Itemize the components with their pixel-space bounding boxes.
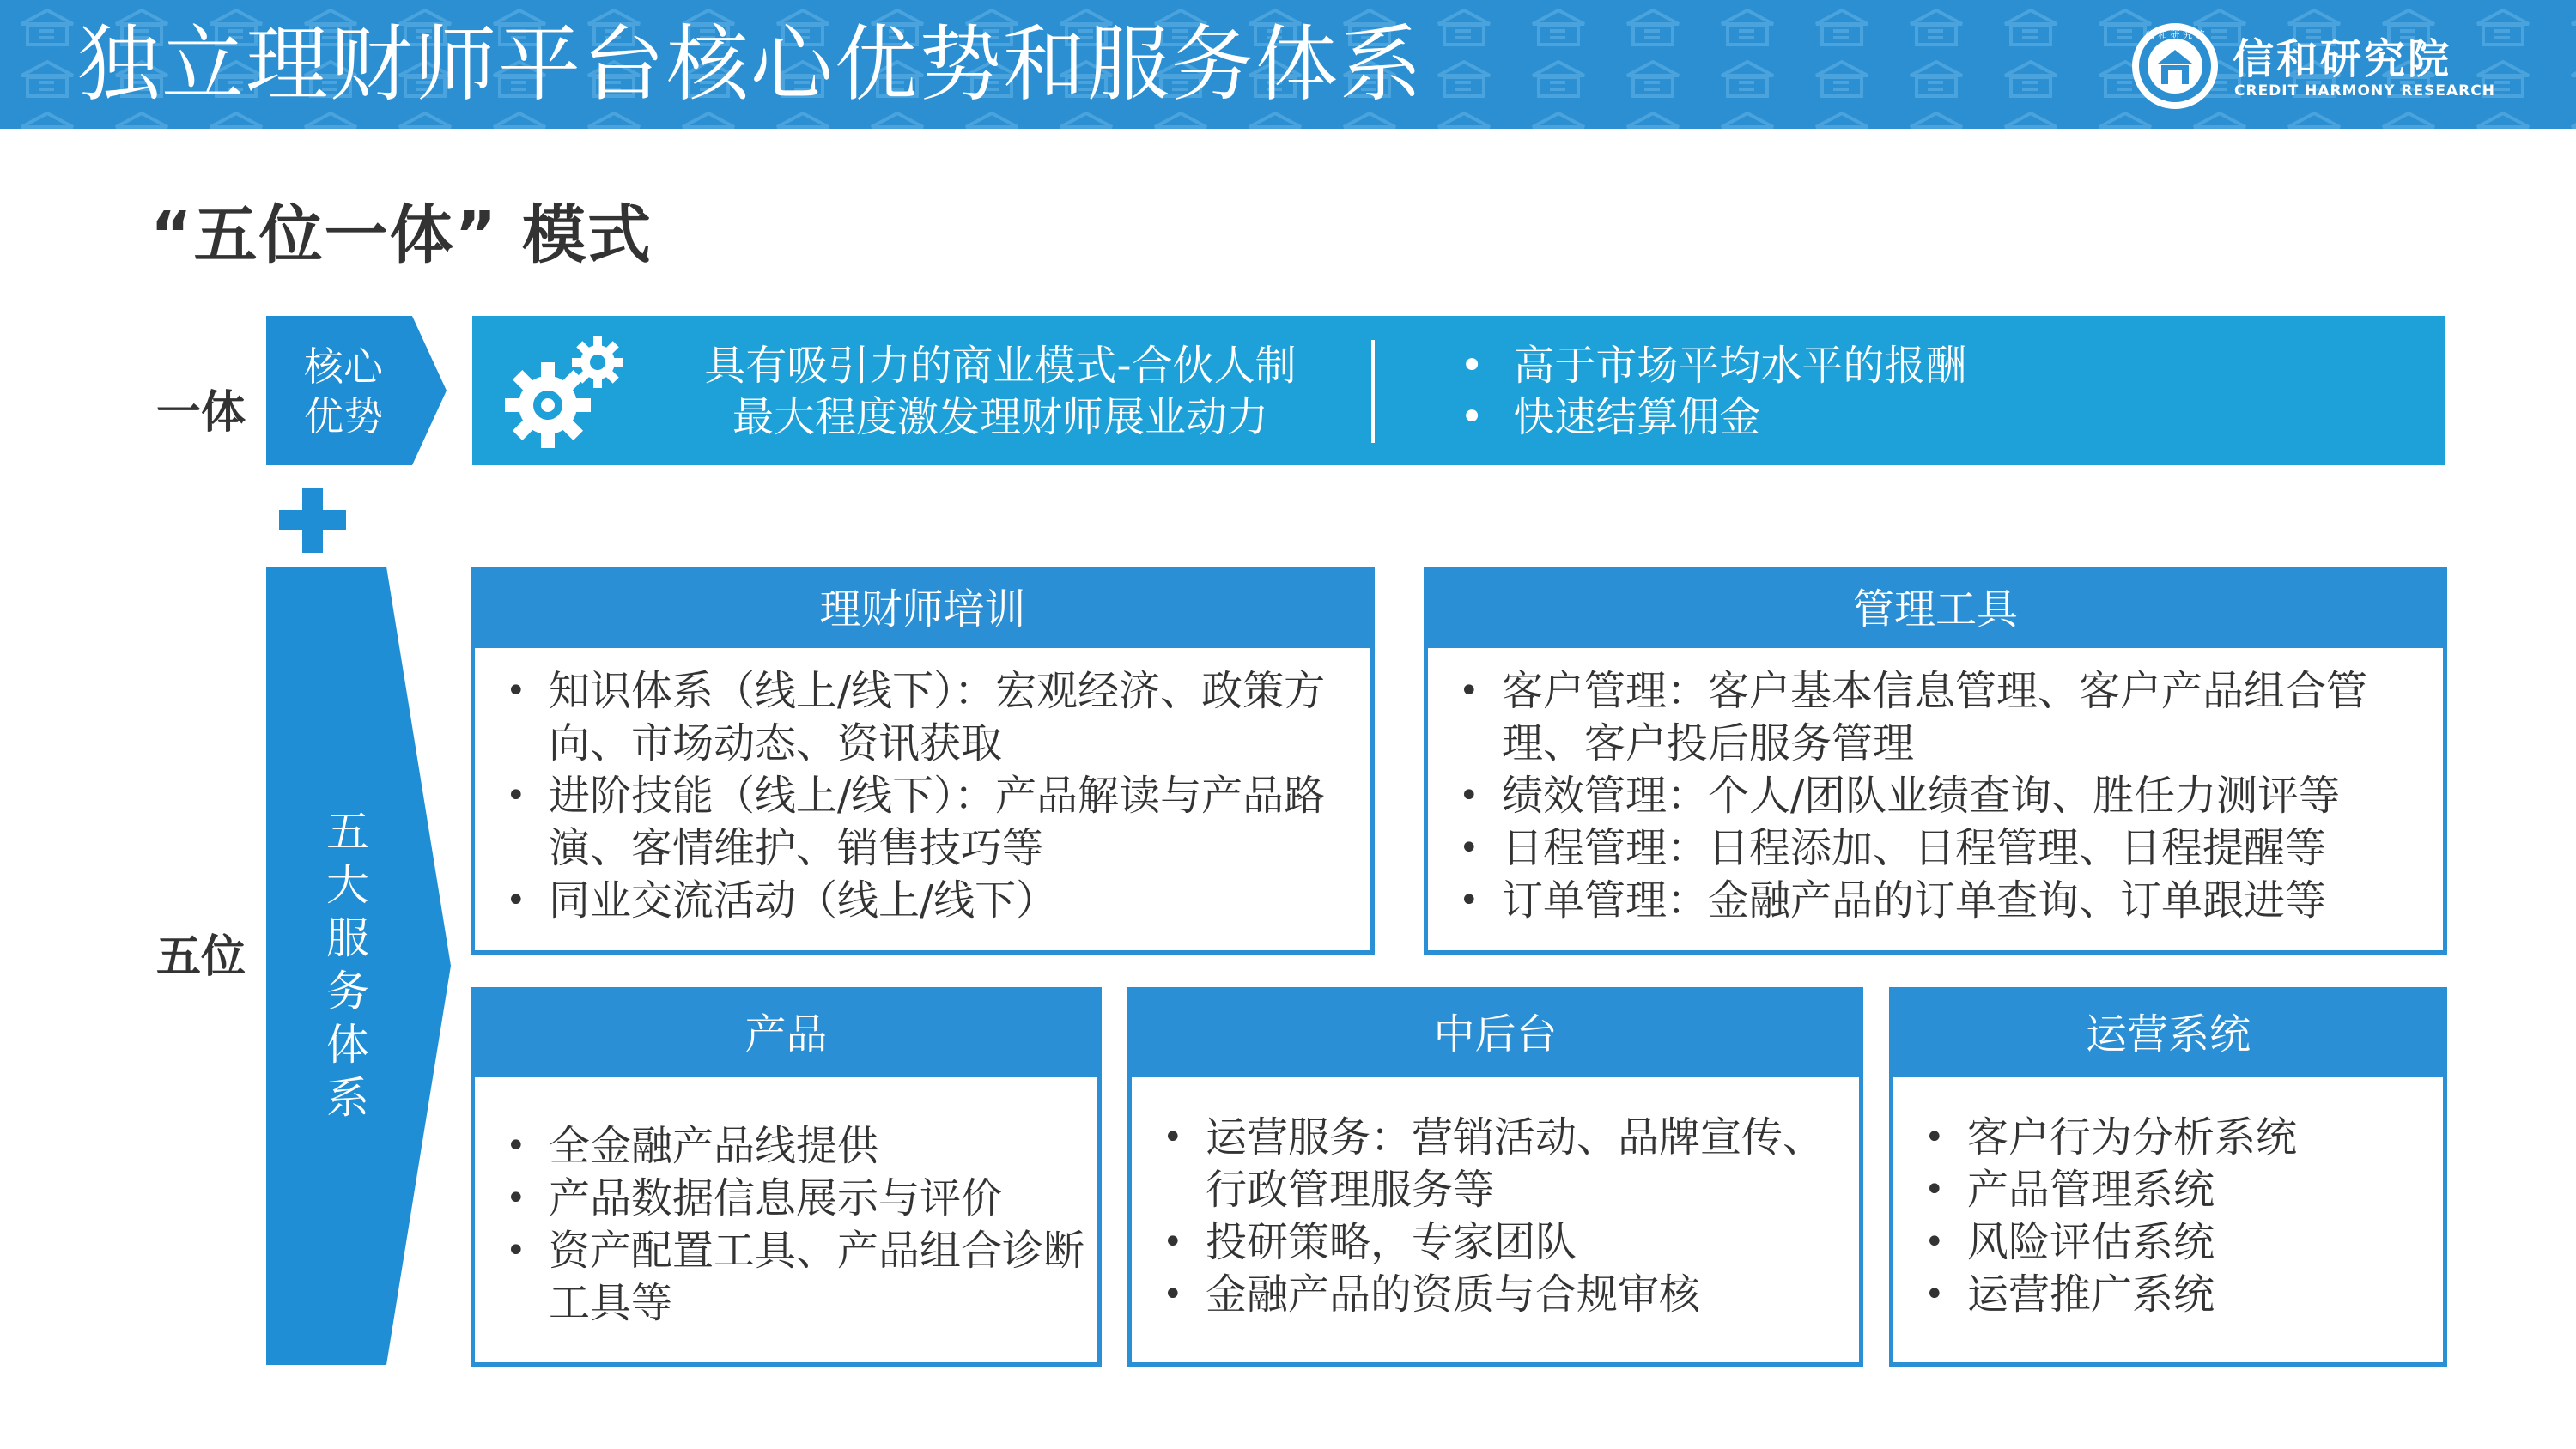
list-item: • 产品管理系统 bbox=[1893, 1164, 2443, 1216]
operations-title: 运营系统 bbox=[1893, 991, 2443, 1077]
page-title: 独立理财师平台核心优势和服务体系 bbox=[77, 16, 1424, 112]
midback-box bbox=[1127, 987, 1863, 1367]
product-list bbox=[475, 1120, 1097, 1330]
list-item: • 运营服务：营销活动、品牌宣传、行政管理服务等 bbox=[1132, 1112, 1859, 1216]
tools-box bbox=[1424, 567, 2447, 955]
title-bar bbox=[0, 0, 2576, 129]
gears-icon bbox=[496, 328, 625, 457]
logo-emblem-icon bbox=[2128, 19, 2222, 113]
list-item: • 资产配置工具、产品组合诊断工具等 bbox=[475, 1225, 1097, 1330]
five-arrow-char-2: 大 bbox=[326, 860, 369, 910]
core-advantage-banner bbox=[472, 316, 2445, 465]
banner-bullet-2: • 快速结算佣金 bbox=[1460, 393, 1761, 441]
banner-left-line2: 最大程度激发理财师展业动力 bbox=[732, 393, 1268, 441]
list-item: • 订单管理：金融产品的订单查询、订单跟进等 bbox=[1428, 875, 2443, 927]
list-item: • 绩效管理：个人/团队业绩查询、胜任力测评等 bbox=[1428, 770, 2443, 822]
list-item: • 进阶技能（线上/线下）：产品解读与产品路演、客情维护、销售技巧等 bbox=[475, 770, 1370, 875]
operations-list bbox=[1893, 1112, 2443, 1321]
list-item: • 投研策略，专家团队 bbox=[1132, 1216, 1859, 1269]
section-subtitle: “五位一体” 模式 bbox=[150, 198, 653, 272]
five-arrow-char-1: 五 bbox=[326, 807, 369, 857]
list-item: • 产品数据信息展示与评价 bbox=[475, 1173, 1097, 1225]
list-item: • 全金融产品线提供 bbox=[475, 1120, 1097, 1173]
core-arrow-line1: 核心 bbox=[304, 343, 383, 390]
core-arrow-line2: 优势 bbox=[304, 393, 383, 440]
logo-name: 信和研究院 bbox=[2233, 35, 2452, 83]
product-box bbox=[471, 987, 1102, 1367]
midback-list bbox=[1132, 1112, 1859, 1321]
svg-text:信 和 研 究 院: 信 和 研 究 院 bbox=[2145, 29, 2205, 40]
list-item: • 运营推广系统 bbox=[1893, 1269, 2443, 1321]
five-arrow-char-3: 服 bbox=[326, 913, 369, 963]
five-arrow-char-6: 系 bbox=[326, 1073, 369, 1123]
tools-title: 管理工具 bbox=[1428, 571, 2443, 648]
banner-left-line1: 具有吸引力的商业模式-合伙人制 bbox=[704, 342, 1297, 390]
five-services-arrow bbox=[266, 567, 451, 1365]
midback-title: 中后台 bbox=[1132, 991, 1859, 1077]
banner-divider bbox=[1371, 340, 1375, 443]
list-item: • 金融产品的资质与合规审核 bbox=[1132, 1269, 1859, 1321]
list-item: • 同业交流活动（线上/线下） bbox=[475, 875, 1370, 927]
five-arrow-char-4: 务 bbox=[326, 967, 369, 1016]
list-item: • 客户管理：客户基本信息管理、客户产品组合管理、客户投后服务管理 bbox=[1428, 665, 2443, 770]
list-item: • 知识体系（线上/线下）：宏观经济、政策方向、市场动态、资讯获取 bbox=[475, 665, 1370, 770]
product-title: 产品 bbox=[475, 991, 1097, 1077]
training-title: 理财师培训 bbox=[475, 571, 1370, 648]
training-list bbox=[475, 665, 1370, 927]
operations-box bbox=[1889, 987, 2447, 1367]
training-box bbox=[471, 567, 1375, 955]
list-item: • 日程管理：日程添加、日程管理、日程提醒等 bbox=[1428, 822, 2443, 875]
banner-bullet-1: • 高于市场平均水平的报酬 bbox=[1460, 342, 1967, 390]
logo bbox=[2128, 19, 2540, 113]
logo-subtitle: CREDIT HARMONY RESEARCH bbox=[2234, 82, 2495, 100]
row-label-one: 一体 bbox=[156, 387, 246, 439]
list-item: • 风险评估系统 bbox=[1893, 1216, 2443, 1269]
core-advantage-arrow bbox=[266, 316, 447, 465]
tools-list bbox=[1428, 665, 2443, 927]
list-item: • 客户行为分析系统 bbox=[1893, 1112, 2443, 1164]
row-label-five: 五位 bbox=[156, 931, 246, 983]
five-arrow-char-5: 体 bbox=[326, 1020, 369, 1070]
